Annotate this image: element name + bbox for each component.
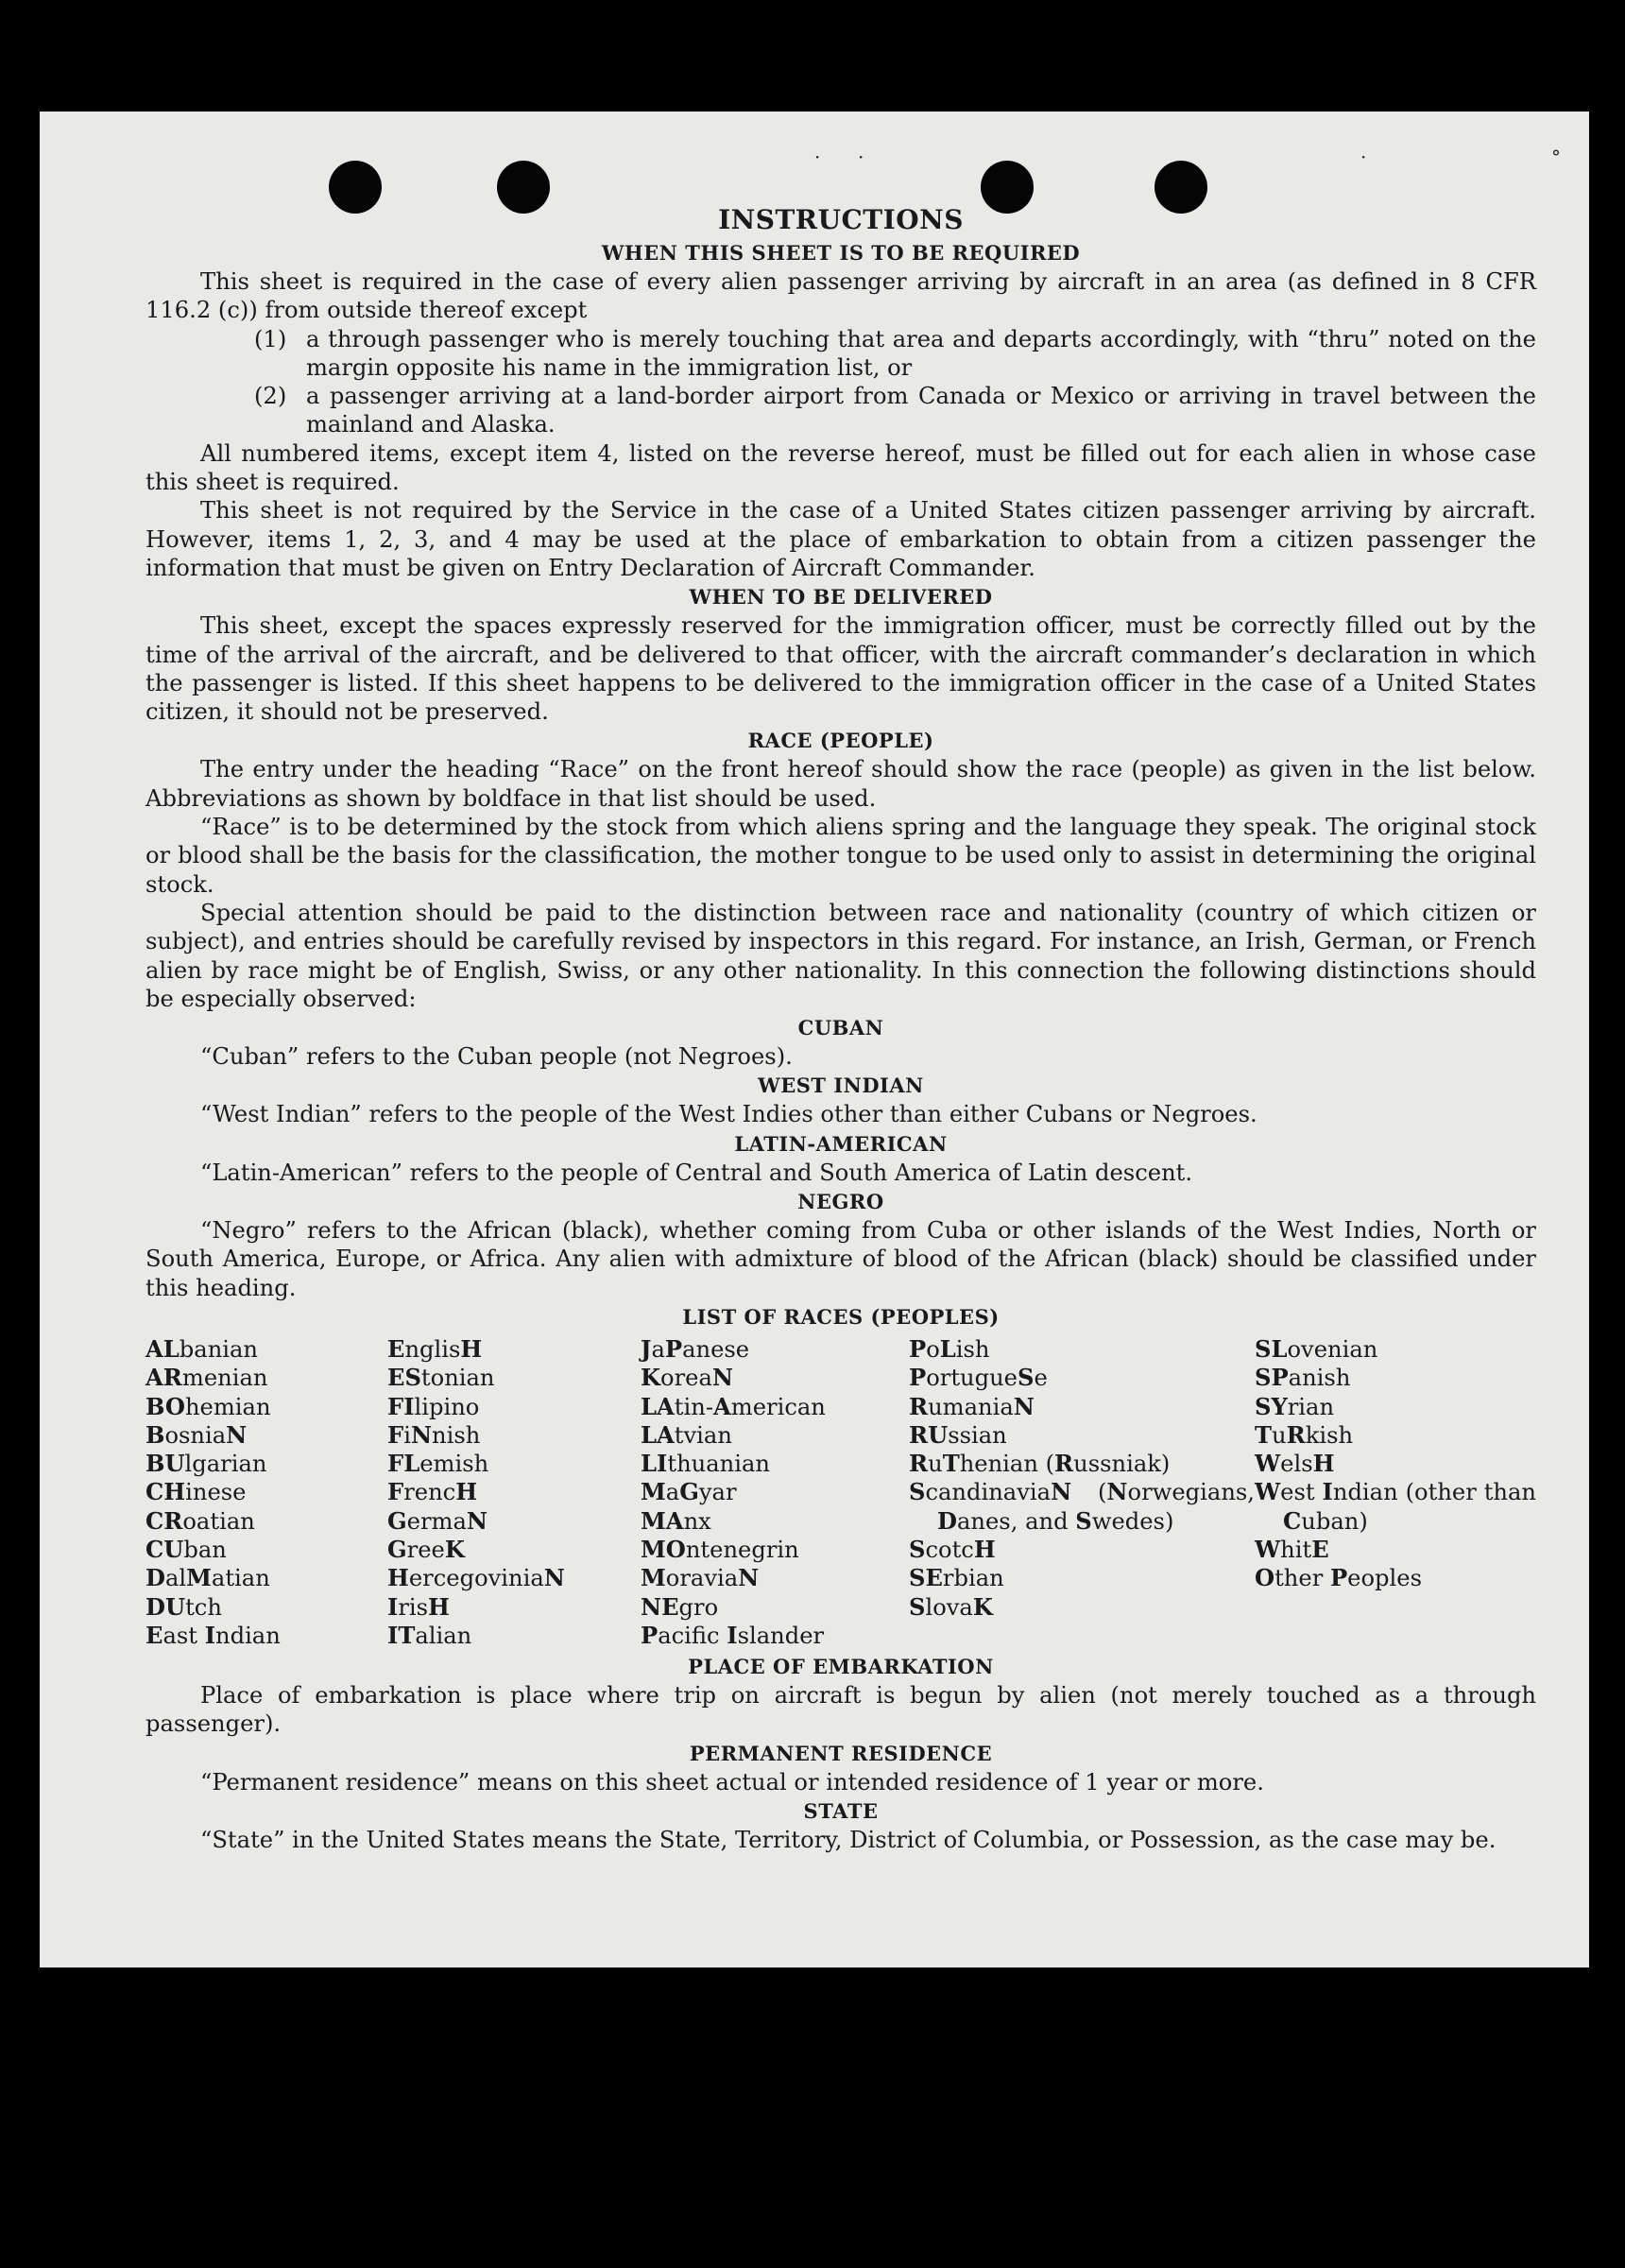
race-item: WhitE <box>1255 1535 1329 1563</box>
section-heading-residence: PERMANENT RESIDENCE <box>689 1741 993 1765</box>
paragraph: Place of embarkation is place where trip on aircraft is begun by alien (not merely touched as a through passenger). <box>145 1682 1536 1738</box>
race-item: HercegoviniaN <box>387 1564 565 1592</box>
definition-text: “Latin-American” refers to the people of Central and South America of Latin descent. <box>200 1159 1193 1186</box>
race-item: EnglisH <box>387 1334 483 1363</box>
races-column <box>145 1335 387 1650</box>
definition-heading: NEGRO <box>797 1190 884 1214</box>
race-item: FrencH <box>387 1478 478 1506</box>
definition-text: “West Indian” refers to the people of the West Indies other than either Cubans or Negroes. <box>200 1101 1257 1128</box>
races-list-heading: LIST OF RACES (PEOPLES) <box>682 1304 1000 1329</box>
race-item: BUlgarian <box>145 1450 267 1478</box>
speck: · <box>858 146 864 168</box>
section-heading-when-required: WHEN THIS SHEET IS TO BE REQUIRED <box>601 241 1081 265</box>
race-item: GermaN <box>387 1506 488 1535</box>
section-heading-when-delivered: WHEN TO BE DELIVERED <box>689 585 993 610</box>
paragraph: “Race” is to be determined by the stock from which aliens spring and the language they speak. The original stock or blood shall be the basis for the classification, the mother tongue to be used only to assist in determining the original stock. <box>145 814 1536 898</box>
race-item: RuThenian (Russniak) <box>909 1450 1171 1478</box>
race-item: PoLish <box>909 1334 990 1363</box>
race-item: BOhemian <box>145 1392 271 1420</box>
races-column <box>641 1335 909 1650</box>
speck: · <box>1360 146 1367 168</box>
race-item: TuRkish <box>1255 1420 1354 1449</box>
definition-text: “Cuban” refers to the Cuban people (not Negroes). <box>200 1043 793 1071</box>
race-item: GreeK <box>387 1535 465 1563</box>
race-item: SLovenian <box>1255 1334 1378 1363</box>
race-item: ScotcH <box>909 1535 996 1563</box>
section-heading-race: RACE (PEOPLE) <box>747 729 934 753</box>
race-item: LIthuanian <box>641 1450 770 1478</box>
race-item: MOntenegrin <box>641 1535 799 1563</box>
paragraph: “State” in the United States means the State, Territory, District of Columbia, or Possession, as the case may be. <box>200 1827 1497 1854</box>
race-item: KoreaN <box>641 1364 733 1392</box>
item-number: (1) <box>254 325 287 352</box>
race-item: ARmenian <box>145 1364 268 1392</box>
race-item: ScandinaviaN (Norwegians, Danes, and Swedes) <box>909 1478 1255 1535</box>
race-item: JaPanese <box>641 1334 750 1363</box>
race-item: BosniaN <box>145 1420 248 1449</box>
instructions-body <box>145 202 1536 1854</box>
definition-heading: LATIN-AMERICAN <box>734 1131 948 1156</box>
speck: · <box>814 146 821 168</box>
race-item: EStonian <box>387 1364 495 1392</box>
race-item: Pacific Islander <box>641 1621 825 1649</box>
item-text: a passenger arriving at a land-border airport from Canada or Mexico or arriving in travel between the mainland and Alaska. <box>306 383 1536 438</box>
race-item: LAtvian <box>641 1420 732 1449</box>
race-item: IrisH <box>387 1592 450 1621</box>
race-item: WelsH <box>1255 1450 1335 1478</box>
definition-heading: WEST INDIAN <box>758 1074 924 1098</box>
race-item: CRoatian <box>145 1506 255 1535</box>
race-item: SlovaK <box>909 1592 993 1621</box>
item-text: a through passenger who is merely touching that area and departs accordingly, with “thru” noted on the margin opposite his name in the immigration list, or <box>306 325 1536 381</box>
item-number: (2) <box>254 383 287 410</box>
races-column <box>1255 1335 1536 1650</box>
race-item: SErbian <box>909 1564 1004 1592</box>
race-item: DalMatian <box>145 1564 270 1592</box>
race-item: LAtin-American <box>641 1392 826 1420</box>
exception-item <box>254 382 1536 439</box>
race-item: SPanish <box>1255 1364 1351 1392</box>
paragraph: The entry under the heading “Race” on the front hereof should show the race (people) as given in the list below. Abbreviations as shown by boldface in that list should be used. <box>145 756 1536 812</box>
race-item: CUban <box>145 1535 227 1563</box>
race-item: ITalian <box>387 1621 472 1649</box>
race-item: RumaniaN <box>909 1392 1035 1420</box>
races-list <box>145 1335 1536 1650</box>
section-heading-state: STATE <box>803 1799 879 1824</box>
race-item: MaGyar <box>641 1478 737 1506</box>
definition-heading: CUBAN <box>797 1016 884 1040</box>
paragraph: Special attention should be paid to the distinction between race and nationality (country of which citizen or subject), and entries should be carefully revised by inspectors in this regard. For instance, an Irish, German, or French alien by race might be of English, Swiss, or any other nationality. In this connection the following distinctions should be especially observed: <box>145 899 1536 1012</box>
race-item: East Indian <box>145 1621 281 1649</box>
speck: ° <box>1551 146 1561 168</box>
section-heading-embarkation: PLACE OF EMBARKATION <box>688 1655 994 1679</box>
definition-text: “Negro” refers to the African (black), whether coming from Cuba or other islands of the West Indies, North or South America, Europe, or Africa. Any alien with admixture of blood of the African (black) should be classified under this heading. <box>145 1217 1536 1301</box>
race-item: SYrian <box>1255 1392 1335 1420</box>
race-item: PortugueSe <box>909 1364 1048 1392</box>
race-item: ALbanian <box>145 1334 259 1363</box>
paragraph: This sheet is required in the case of every alien passenger arriving by aircraft in an area (as defined in 8 CFR 116.2 (c)) from outside thereof except <box>145 268 1536 324</box>
race-item: West Indian (other than Cuban) <box>1255 1478 1536 1535</box>
race-item: DUtch <box>145 1592 222 1621</box>
paragraph: “Permanent residence” means on this sheet actual or intended residence of 1 year or more. <box>200 1768 1264 1796</box>
paragraph: This sheet is not required by the Service in the case of a United States citizen passenger arriving by aircraft. However, items 1, 2, 3, and 4 may be used at the place of embarkation to obtain from a citizen passenger the information that must be given on Entry Declaration of Aircraft Commander. <box>145 497 1536 581</box>
race-item: Other Peoples <box>1255 1564 1422 1592</box>
races-column <box>909 1335 1255 1650</box>
race-item: MAnx <box>641 1506 711 1535</box>
race-item: FLemish <box>387 1450 489 1478</box>
race-item: MoraviaN <box>641 1564 760 1592</box>
races-column <box>387 1335 641 1650</box>
race-item: FiNnish <box>387 1420 481 1449</box>
race-item: NEgro <box>641 1592 719 1621</box>
race-item: RUssian <box>909 1420 1007 1449</box>
exception-item <box>254 325 1536 383</box>
page-title: INSTRUCTIONS <box>718 204 964 235</box>
paragraph: This sheet, except the spaces expressly reserved for the immigration officer, must be correctly filled out by the time of the arrival of the aircraft, and be delivered to that officer, with the aircraft commander’s declaration in which the passenger is listed. If this sheet happens to be delivered to the immigration officer in the case of a United States citizen, it should not be preserved. <box>145 612 1536 726</box>
paragraph: All numbered items, except item 4, listed on the reverse hereof, must be filled out for each alien in whose case this sheet is required. <box>145 439 1536 496</box>
race-item: CHinese <box>145 1478 247 1506</box>
race-item: FIlipino <box>387 1392 480 1420</box>
document-sheet <box>40 112 1589 1967</box>
